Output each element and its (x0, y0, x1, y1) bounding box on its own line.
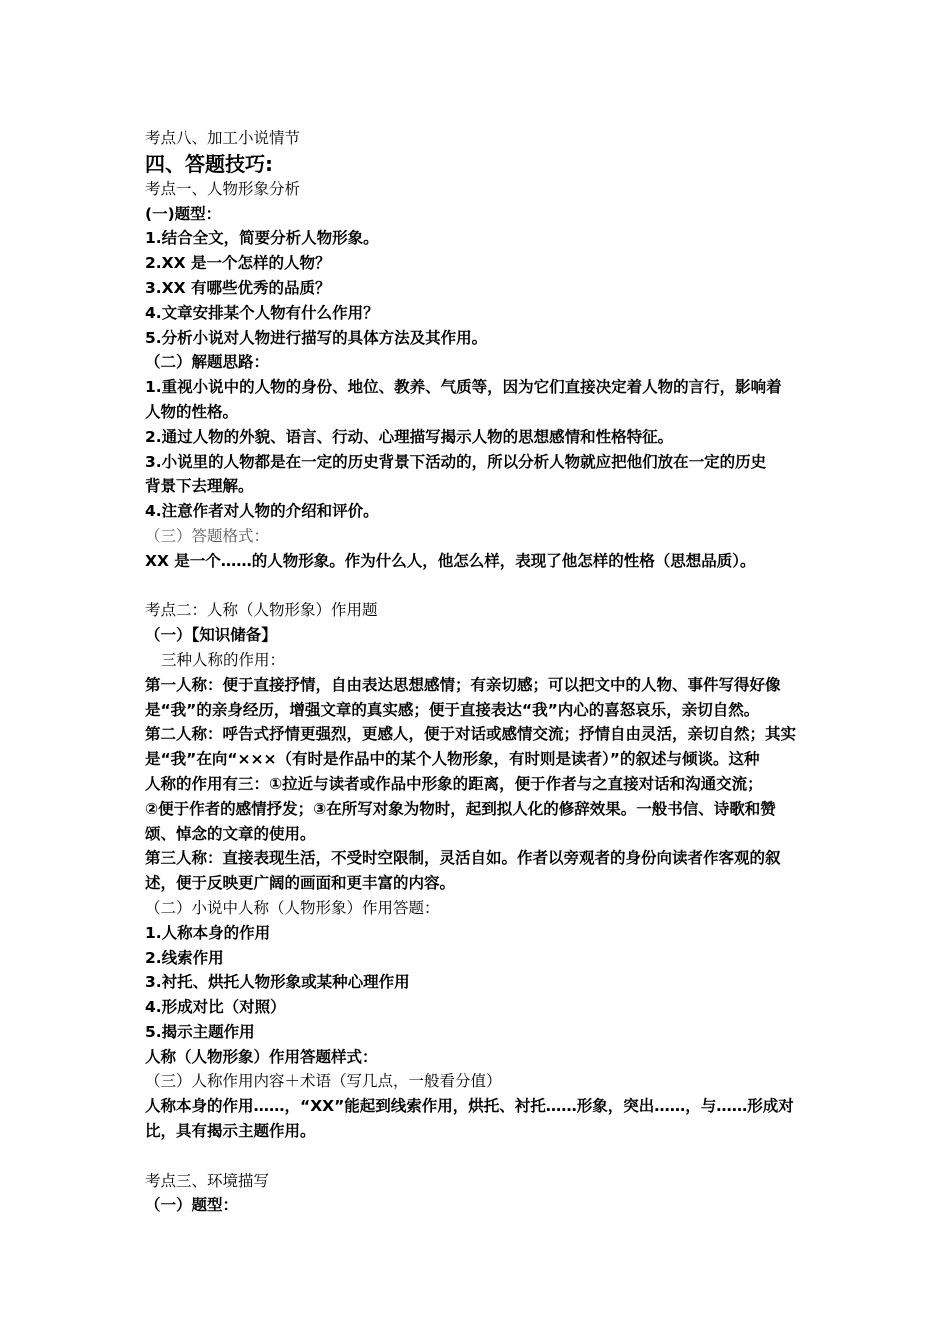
paragraph-line: 颂、悼念的文章的使用。 (145, 824, 316, 843)
paragraph-line: XX 是一个……的人物形象。作为什么人，他怎么样，表现了他怎样的性格（思想品质）。 (145, 551, 756, 570)
list-item: 5.分析小说对人物进行描写的具体方法及其作用。 (145, 328, 488, 347)
topic-title-person: 考点二：人称（人物形象）作用题 (145, 601, 378, 620)
paragraph-line: 是“我”的亲身经历，增强文章的真实感；便于直接表达“我”内心的喜怒哀乐，亲切自然。 (145, 700, 760, 719)
subheading-person-content: （三）人称作用内容＋术语（写几点，一般看分值） (145, 1072, 502, 1091)
subheading-question-types: (一)题型： (145, 204, 222, 223)
list-item: 4.文章安排某个人物有什么作用？ (145, 303, 379, 322)
paragraph-line: 述，便于反映更广阔的画面和更丰富的内容。 (145, 874, 456, 893)
paragraph-line: 3.小说里的人物都是在一定的历史背景下活动的，所以分析人物就应把他们放在一定的历史 (145, 452, 767, 471)
paragraph-line: 4.注意作者对人物的介绍和评价。 (145, 502, 379, 521)
paragraph-line: 三种人称的作用： (161, 650, 286, 669)
paragraph-line: 人物的性格。 (145, 402, 239, 421)
subheading-answer-format: （三）答题格式： (145, 526, 270, 545)
topic-title-environment: 考点三、环境描写 (145, 1171, 270, 1190)
blank-line (145, 574, 810, 599)
blank-line (145, 1144, 810, 1169)
paragraph-line: 比，具有揭示主题作用。 (145, 1122, 316, 1141)
subheading-knowledge: （一）【知识储备】 (145, 626, 277, 645)
list-item: 2.XX 是一个怎样的人物？ (145, 254, 331, 273)
list-item: 2.线索作用 (145, 948, 224, 967)
list-item: 1.结合全文，简要分析人物形象。 (145, 229, 379, 248)
list-item: 3.衬托、烘托人物形象或某种心理作用 (145, 973, 410, 992)
paragraph-line: 2.通过人物的外貌、语言、行动、心理描写揭示人物的思想感情和性格特征。 (145, 427, 674, 446)
paragraph-line: 背景下去理解。 (145, 477, 254, 496)
subheading-person-answer: （二）小说中人称（人物形象）作用答题： (145, 898, 440, 917)
list-item: 3.XX 有哪些优秀的品质？ (145, 278, 331, 297)
subheading-approach: （二）解题思路： (145, 353, 270, 372)
paragraph-line: 1.重视小说中的人物的身份、地位、教养、气质等，因为它们直接决定着人物的言行，影响着 (145, 378, 782, 397)
section-title-plot: 考点八、加工小说情节 (145, 129, 301, 147)
list-item: 4.形成对比（对照） (145, 998, 286, 1017)
section-heading-answer-skills: 四、答题技巧: (145, 151, 273, 176)
topic-title-character: 考点一、人物形象分析 (145, 179, 301, 198)
paragraph-line: 第三人称：直接表现生活，不受时空限制，灵活自如。作者以旁观者的身份向读者作客观的叙 (145, 849, 781, 868)
list-item: 5.揭示主题作用 (145, 1022, 255, 1041)
paragraph-line: 第一人称：便于直接抒情，自由表达思想感情；有亲切感；可以把文中的人物、事件写得好像 (145, 675, 781, 694)
paragraph-line: 是“我”在向“×××（有时是作品中的某个人物形象，有时则是读者）”的叙述与倾谈。这种 (145, 750, 760, 769)
document-page (145, 126, 810, 1218)
subheading-question-types: （一）题型： (145, 1196, 239, 1215)
paragraph-line: ②便于作者的感情抒发；③在所写对象为物时，起到拟人化的修辞效果。一般书信、诗歌和赞 (145, 799, 776, 818)
paragraph-line: 人称本身的作用……，“XX”能起到线索作用，烘托、衬托……形象，突出……，与……形成对 (145, 1097, 794, 1116)
paragraph-line: 人称的作用有三：①拉近与读者或作品中形象的距离，便于作者与之直接对话和沟通交流； (145, 774, 763, 793)
list-item: 1.人称本身的作用 (145, 923, 271, 942)
paragraph-line: 第二人称：呼告式抒情更强烈，更感人，便于对话或感情交流；抒情自由灵活，亲切自然；其实 (145, 725, 797, 744)
paragraph-line: 人称（人物形象）作用答题样式： (145, 1047, 378, 1066)
